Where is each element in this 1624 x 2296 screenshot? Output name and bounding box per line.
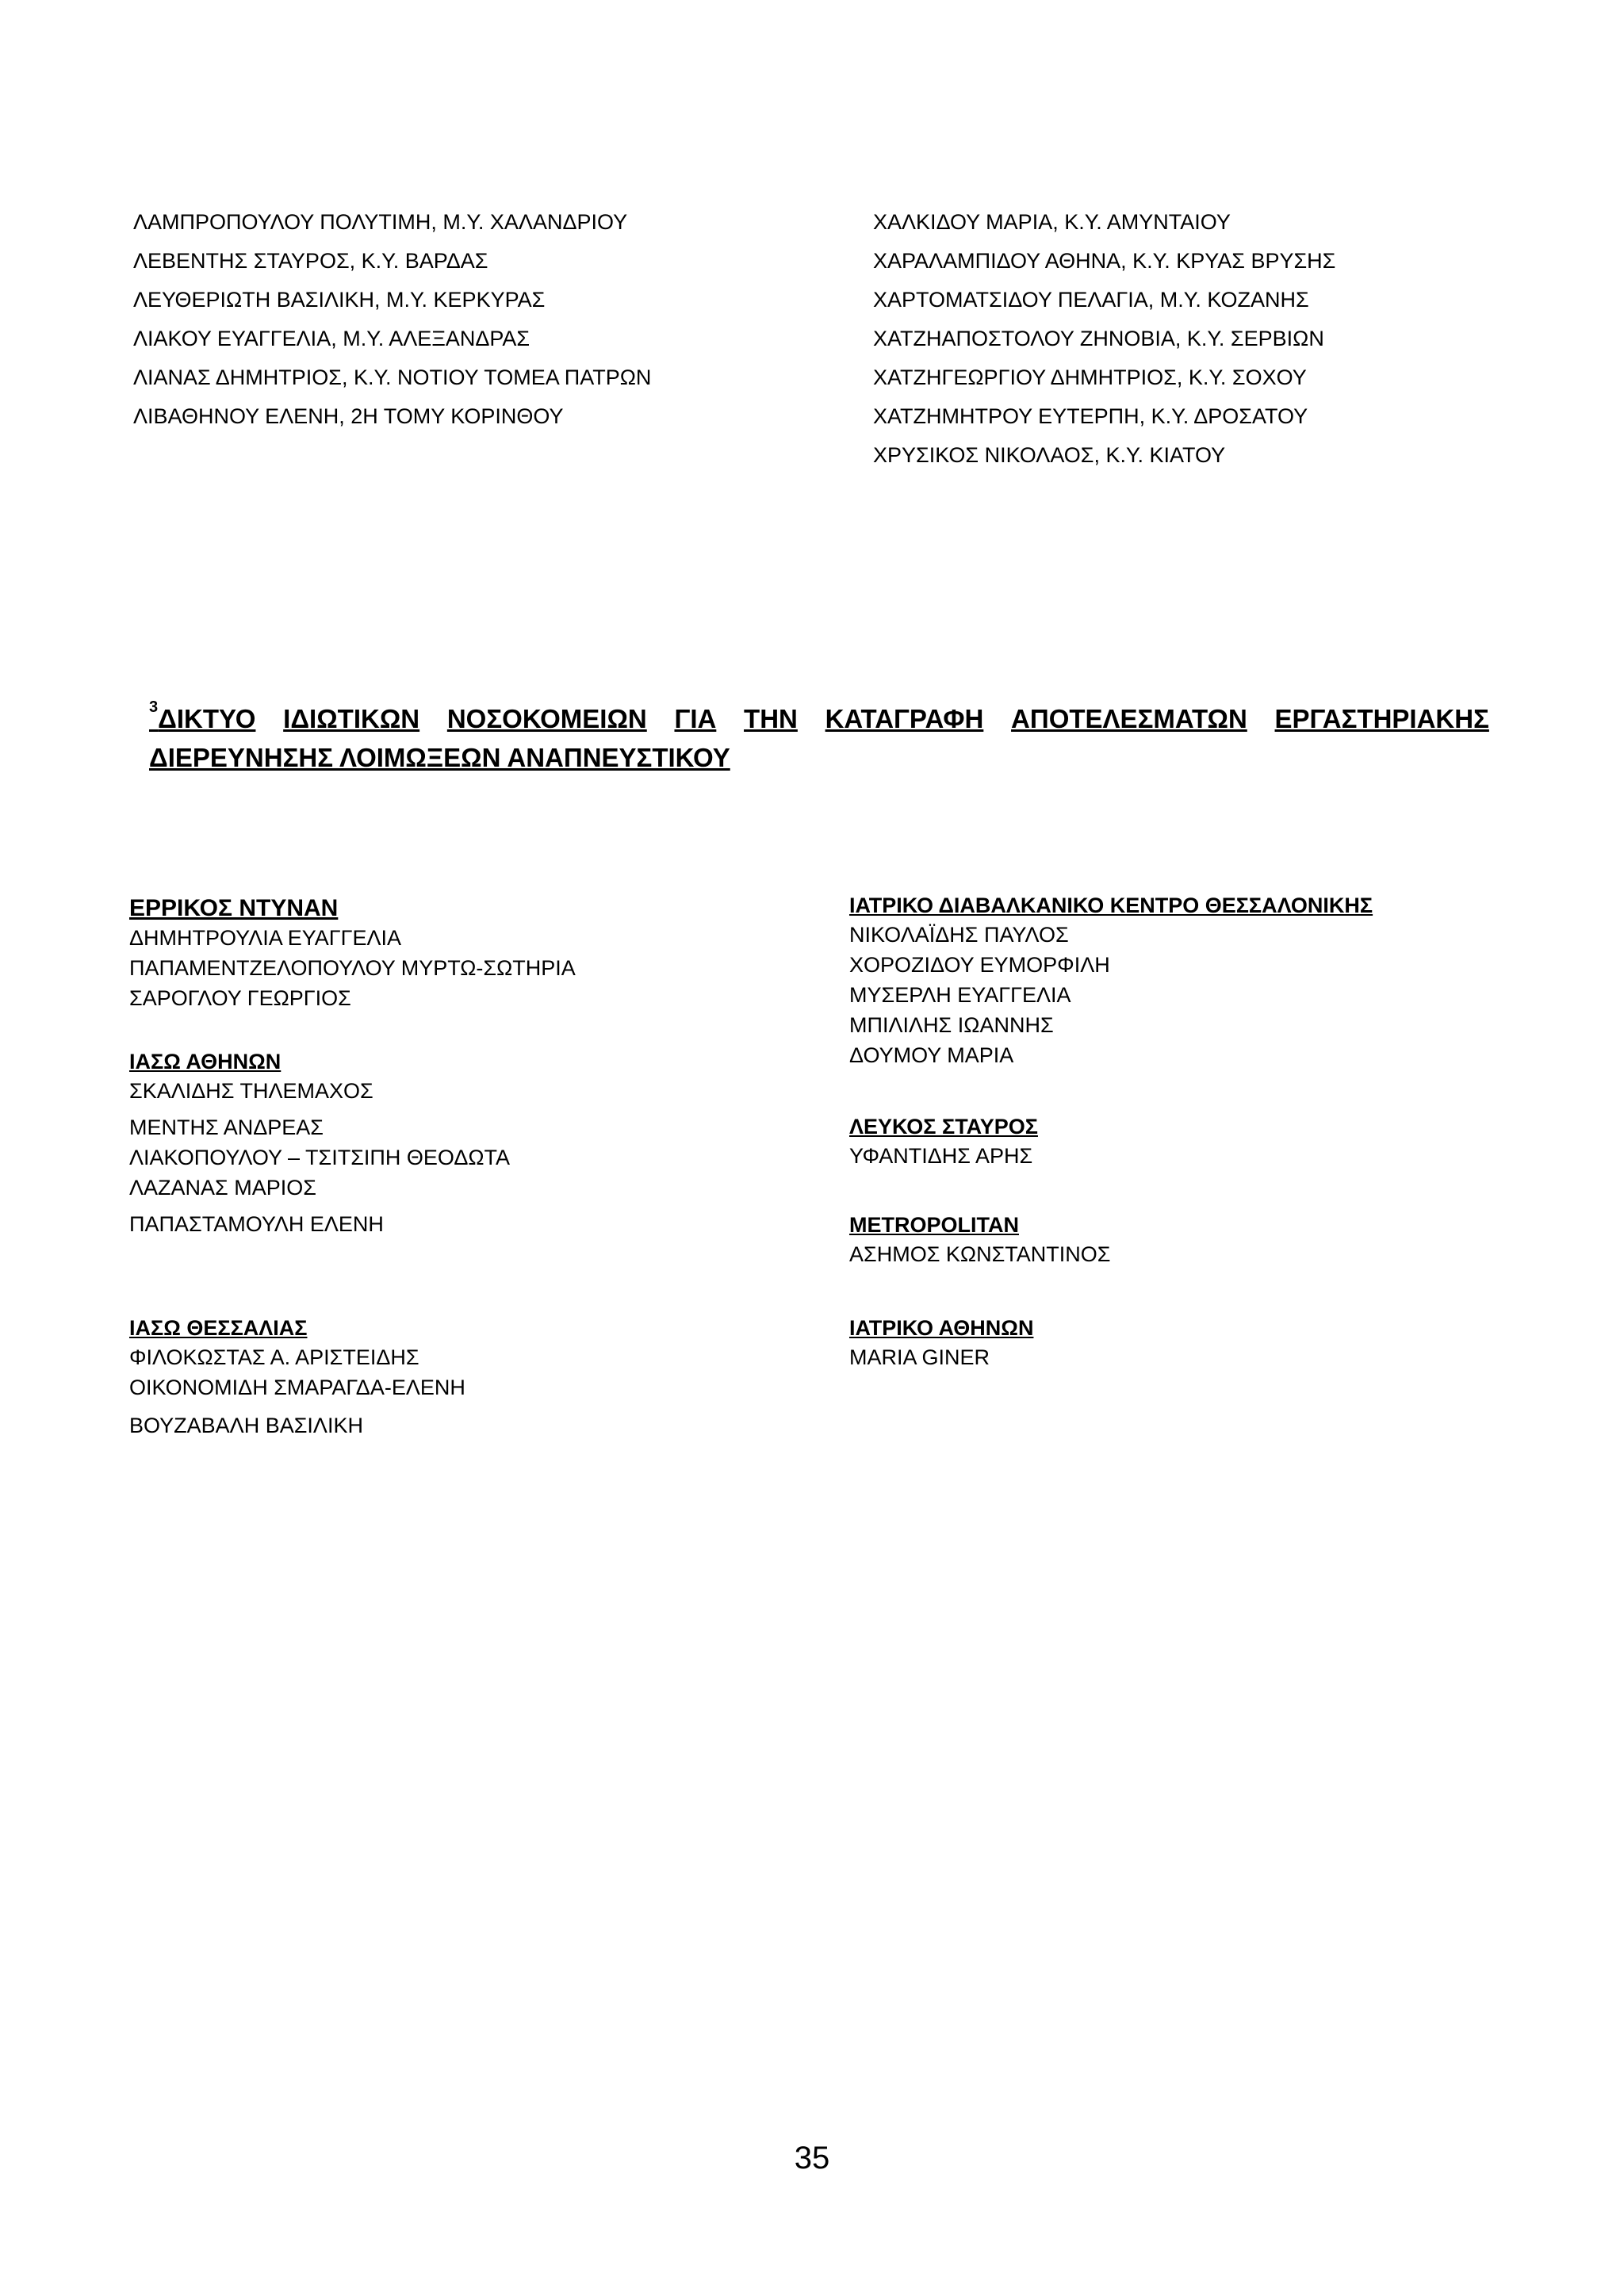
- list-item: ΛΙΑΝΑΣ ΔΗΜΗΤΡΙΟΣ, Κ.Υ. ΝΟΤΙΟΥ ΤΟΜΕΑ ΠΑΤΡΩΝ: [133, 365, 652, 389]
- group-title: ΙΑΣΩ ΘΕΣΣΑΛΙΑΣ: [129, 1316, 308, 1340]
- section-heading: [149, 699, 1489, 777]
- list-item: ΟΙΚΟΝΟΜΙΔΗ ΣΜΑΡΑΓΔΑ-ΕΛΕΝΗ: [129, 1376, 465, 1399]
- group-iatriko-diavalkaniko: [849, 891, 1373, 1070]
- group-title: ΕΡΡΙΚΟΣ ΝΤΥΝΑΝ: [129, 895, 339, 921]
- group-leukos-stavros: [849, 1112, 1038, 1171]
- list-item: ΧΑΡΑΛΑΜΠΙΔΟΥ ΑΘΗΝΑ, Κ.Υ. ΚΡΥΑΣ ΒΡΥΣΗΣ: [873, 249, 1336, 273]
- list-item: ΜΕΝΤΗΣ ΑΝΔΡΕΑΣ: [129, 1115, 324, 1139]
- group-title: METROPOLITAN: [849, 1213, 1019, 1237]
- group-errikos-ntynan: [129, 894, 576, 1013]
- group-iaso-athinon: [129, 1047, 510, 1239]
- section-heading-line-1: [149, 699, 1489, 738]
- heading-word: ΝΟΣΟΚΟΜΕΙΩΝ: [446, 704, 647, 733]
- list-item: ΧΑΤΖΗΑΠΟΣΤΟΛΟΥ ΖΗΝΟΒΙΑ, Κ.Υ. ΣΕΡΒΙΩΝ: [873, 327, 1324, 350]
- heading-word: $^3$ΔΙΚΤΥΟ: [149, 698, 256, 733]
- list-item: ΧΡΥΣΙΚΟΣ ΝΙΚΟΛΑΟΣ, Κ.Υ. ΚΙΑΤΟΥ: [873, 443, 1226, 467]
- list-item: ΧΑΤΖΗΓΕΩΡΓΙΟΥ ΔΗΜΗΤΡΙΟΣ, Κ.Υ. ΣΟΧΟΥ: [873, 365, 1307, 389]
- list-item: ΠΑΠΑΜΕΝΤΖΕΛΟΠΟΥΛΟΥ ΜΥΡΤΩ-ΣΩΤΗΡΙΑ: [129, 956, 576, 980]
- section-heading-line-2: ΔΙΕΡΕΥΝΗΣΗΣ ΛΟΙΜΩΞΕΩΝ ΑΝΑΠΝΕΥΣΤΙΚΟΥ: [149, 743, 730, 772]
- heading-word: ΕΡΓΑΣΤΗΡΙΑΚΗΣ: [1274, 704, 1489, 733]
- group-iaso-thessalias: [129, 1314, 465, 1441]
- heading-word: ΙΔΙΩΤΙΚΩΝ: [283, 704, 420, 733]
- list-item: ΔΗΜΗΤΡΟΥΛΙΑ ΕΥΑΓΓΕΛΙΑ: [129, 926, 402, 950]
- top-left-list: [133, 203, 651, 436]
- heading-word: ΚΑΤΑΓΡΑΦΗ: [825, 704, 984, 733]
- page-number: 35: [794, 2141, 830, 2175]
- list-item: ΣΚΑΛΙΔΗΣ ΤΗΛΕΜΑΧΟΣ: [129, 1079, 373, 1103]
- list-item: ΛΙΑΚΟΥ ΕΥΑΓΓΕΛΙΑ, Μ.Υ. ΑΛΕΞΑΝΔΡΑΣ: [133, 327, 530, 350]
- list-item: ΛΑΜΠΡΟΠΟΥΛΟΥ ΠΟΛΥΤΙΜΗ, Μ.Υ. ΧΑΛΑΝΔΡΙΟΥ: [133, 210, 628, 234]
- list-item: ΥΦΑΝΤΙΔΗΣ ΑΡΗΣ: [849, 1144, 1033, 1168]
- list-item: ΛΕΥΘΕΡΙΩΤΗ ΒΑΣΙΛΙΚΗ, Μ.Υ. ΚΕΡΚΥΡΑΣ: [133, 288, 546, 312]
- list-item: ΜΥΣΕΡΛΗ ΕΥΑΓΓΕΛΙΑ: [849, 983, 1071, 1007]
- top-right-list: [873, 203, 1335, 475]
- list-item: ΧΟΡΟΖΙΔΟΥ ΕΥΜΟΡΦΙΛΗ: [849, 953, 1110, 977]
- group-iatriko-athinon: [849, 1314, 1033, 1372]
- list-item: ΧΑΡΤΟΜΑΤΣΙΔΟΥ ΠΕΛΑΓΙΑ, Μ.Υ. ΚΟΖΑΝΗΣ: [873, 288, 1309, 312]
- list-item: ΛΕΒΕΝΤΗΣ ΣΤΑΥΡΟΣ, Κ.Υ. ΒΑΡΔΑΣ: [133, 249, 488, 273]
- list-item: ΒΟΥΖΑΒΑΛΗ ΒΑΣΙΛΙΚΗ: [129, 1414, 363, 1437]
- group-metropolitan: [849, 1211, 1110, 1269]
- list-item: ΧΑΛΚΙΔΟΥ ΜΑΡΙΑ, Κ.Υ. ΑΜΥΝΤΑΙΟΥ: [873, 210, 1231, 234]
- list-item: ΧΑΤΖΗΜΗΤΡΟΥ ΕΥΤΕΡΠΗ, Κ.Υ. ΔΡΟΣΑΤΟΥ: [873, 404, 1308, 428]
- footnote-superscript: 3: [149, 698, 159, 716]
- heading-word: ΓΙΑ: [674, 704, 717, 733]
- group-title: ΙΑΣΩ ΑΘΗΝΩΝ: [129, 1050, 282, 1073]
- list-item: ΛΙΒΑΘΗΝΟΥ ΕΛΕΝΗ, 2Η ΤΟΜΥ ΚΟΡΙΝΘΟΥ: [133, 404, 564, 428]
- heading-word: ΤΗΝ: [744, 704, 798, 733]
- group-title: ΙΑΤΡΙΚΟ ΑΘΗΝΩΝ: [849, 1316, 1034, 1340]
- list-item: ΛΑΖΑΝΑΣ ΜΑΡΙΟΣ: [129, 1176, 316, 1200]
- list-item: ΜΠΙΛΙΛΗΣ ΙΩΑΝΝΗΣ: [849, 1013, 1054, 1037]
- list-item: ΣΑΡΟΓΛΟΥ ΓΕΩΡΓΙΟΣ: [129, 986, 351, 1010]
- list-item: MARIA GINER: [849, 1345, 990, 1369]
- group-title: ΛΕΥΚΟΣ ΣΤΑΥΡΟΣ: [849, 1115, 1038, 1138]
- list-item: ΦΙΛΟΚΩΣΤΑΣ Α. ΑΡΙΣΤΕΙΔΗΣ: [129, 1345, 419, 1369]
- list-item: ΛΙΑΚΟΠΟΥΛΟΥ – ΤΣΙΤΣΙΠΗ ΘΕΟΔΩΤΑ: [129, 1146, 511, 1169]
- list-item: ΝΙΚΟΛΑΪΔΗΣ ΠΑΥΛΟΣ: [849, 923, 1069, 947]
- group-title: ΙΑΤΡΙΚΟ ΔΙΑΒΑΛΚΑΝΙΚΟ ΚΕΝΤΡΟ ΘΕΣΣΑΛΟΝΙΚΗΣ: [849, 894, 1373, 917]
- heading-word: ΑΠΟΤΕΛΕΣΜΑΤΩΝ: [1011, 704, 1247, 733]
- list-item: ΠΑΠΑΣΤΑΜΟΥΛΗ ΕΛΕΝΗ: [129, 1212, 384, 1236]
- list-item: ΑΣΗΜΟΣ ΚΩΝΣΤΑΝΤΙΝΟΣ: [849, 1242, 1111, 1266]
- list-item: ΔΟΥΜΟΥ ΜΑΡΙΑ: [849, 1043, 1014, 1067]
